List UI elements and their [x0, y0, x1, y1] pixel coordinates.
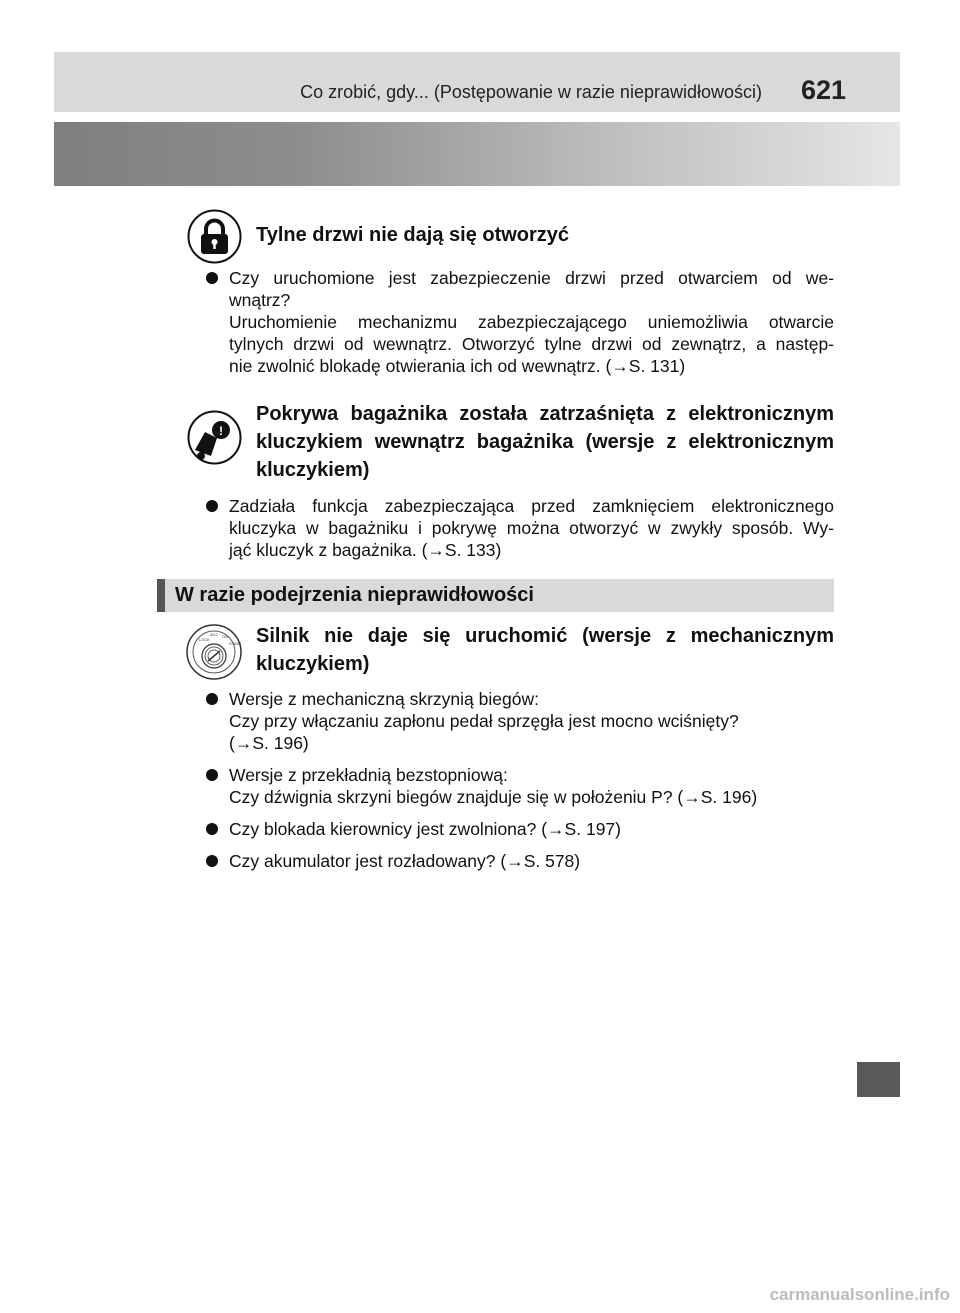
- topic-title-engine: Silnik nie daje się uruchomić (wersje z mechanicznym kluczykiem): [256, 625, 834, 675]
- bullet-text: Czy blokada kierownicy jest zwolniona? (→S. 197): [229, 819, 621, 839]
- section-marker: [157, 579, 165, 612]
- bullet-icon: [206, 769, 218, 781]
- ignition-label-lock: LOCK: [199, 637, 210, 642]
- bullet-icon: [206, 855, 218, 867]
- chapter-tab-marker: [857, 1062, 900, 1097]
- topic-title-trunk: Pokrywa bagażnika została zatrzaśnięta z elektronicznym kluczykiem wewnątrz bagażnika (wersje z elektronicznym kluczykiem): [256, 403, 834, 481]
- ignition-switch-icon: [185, 623, 243, 681]
- page-header: [54, 52, 900, 112]
- ignition-label-start: START: [229, 641, 242, 646]
- ignition-label-acc: ACC: [210, 632, 219, 637]
- topic-title-rear-door: Tylne drzwi nie dają się otworzyć: [256, 224, 570, 246]
- bullet-text: Czy uruchomione jest zabezpieczenie drzwi przed otwarciem od we- wnątrz? Uruchomienie mechanizmu zabezpieczającego uniemożliwia otwarcie tylnych drzwi od wewnątrz. Otworzyć tylne drzwi od zewnątrz, a następ- nie zwolnić blokadę otwierania ich od wewnątrz. (→S. 131): [229, 268, 834, 376]
- bullet-text: Czy akumulator jest rozładowany? (→S. 578): [229, 851, 581, 871]
- bullet-text: Wersje z przekładnią bezstopniową: Czy dźwignia skrzyni biegów znajduje się w położeniu P? (→S. 196): [229, 765, 758, 807]
- bullet-icon: [206, 500, 218, 512]
- bullet-icon: [206, 693, 218, 705]
- svg-text:!: !: [219, 424, 223, 438]
- watermark: carmanualsonline.info: [769, 1285, 950, 1304]
- ignition-label-on: ON: [222, 634, 228, 639]
- bullet-text: Zadziała funkcja zabezpieczająca przed zamknięciem elektronicznego kluczyka w bagażniku i pokrywę można otworzyć w zwykły sposób. Wy- jąć kluczyk z bagażnika. (→S. 133): [229, 496, 834, 560]
- bullet-icon: [206, 823, 218, 835]
- section-title: W razie podejrzenia nieprawidłowości: [175, 584, 534, 606]
- key-icon: [187, 410, 242, 465]
- page-number: 621: [800, 75, 846, 105]
- lock-icon: [187, 209, 242, 264]
- chapter-title: Co zrobić, gdy... (Postępowanie w razie nieprawidłowości): [300, 82, 762, 102]
- header-gradient-band: [54, 122, 900, 186]
- bullet-icon: [206, 272, 218, 284]
- section-header: [157, 579, 834, 612]
- bullet-text: Wersje z mechaniczną skrzynią biegów: Czy przy włączaniu zapłonu pedał sprzęgła jest mocno wciśnięty? (→S. 196): [229, 689, 739, 753]
